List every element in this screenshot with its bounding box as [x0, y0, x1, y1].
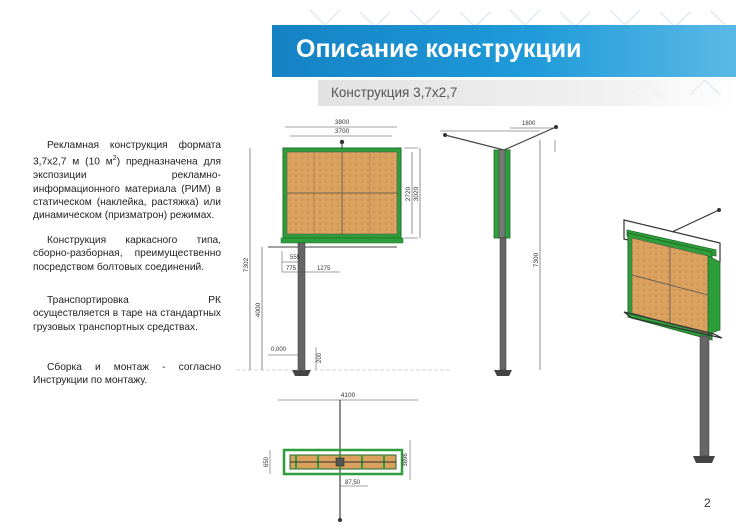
dim-inner-width: 3700	[334, 128, 350, 135]
perspective-post	[700, 336, 709, 456]
page-number: 2	[704, 496, 711, 510]
plan-view	[264, 392, 418, 522]
perspective-view	[624, 208, 722, 463]
level-zero: 0,000	[271, 347, 287, 353]
plan-dim-87-50: 87,50	[345, 480, 361, 486]
paragraph-assembly-text: Сборка и монтаж - согласно Инструкции по монтажу.	[33, 362, 221, 387]
paragraph-transport-text: Транспортировка РК осуществляется в таре на стандартных грузовых транспортных средствах.	[33, 295, 221, 333]
dim-555: 555	[290, 255, 301, 261]
dim-post-height: 4000	[255, 302, 262, 318]
plan-dim-650: 650	[264, 456, 270, 468]
lamp-arms	[445, 127, 556, 150]
side-post	[500, 238, 506, 370]
dim-total-height: 7302	[243, 257, 250, 273]
dim-frame-height: 3020	[413, 186, 420, 202]
side-view	[440, 121, 558, 376]
dim-1275: 1275	[317, 266, 331, 272]
dim-775: 775	[286, 266, 297, 272]
page-subtitle: Конструкция 3,7x2,7	[331, 85, 458, 100]
paragraph-format-text-a: Рекламная конструкция формата 3,7x2,7 м (10 м	[33, 140, 221, 168]
dim-base: 200	[317, 352, 323, 364]
front-view	[236, 119, 450, 376]
paragraph-format-text-b: ) предназначена для экспозиции рекламно-информационного материала (РИМ) в статическом (наклейка, растяжка) или динамическом (призматрон) режимах.	[33, 156, 221, 222]
superscript-2: 2	[112, 155, 117, 163]
page-title: Описание конструкции	[296, 35, 582, 63]
dim-lamp-arm: 1800	[522, 121, 536, 127]
dim-panel-height: 2720	[405, 186, 412, 202]
plan-dim-depth: 3896	[403, 453, 409, 467]
dim-outer-width: 3800	[334, 119, 350, 126]
plan-dim-width: 4100	[340, 392, 356, 399]
paragraph-construction-text: Конструкция каркасного типа, сборно-разборная, преимущественно посредством болтовых соединений.	[33, 235, 221, 273]
side-dim-total-height: 7300	[533, 252, 540, 268]
